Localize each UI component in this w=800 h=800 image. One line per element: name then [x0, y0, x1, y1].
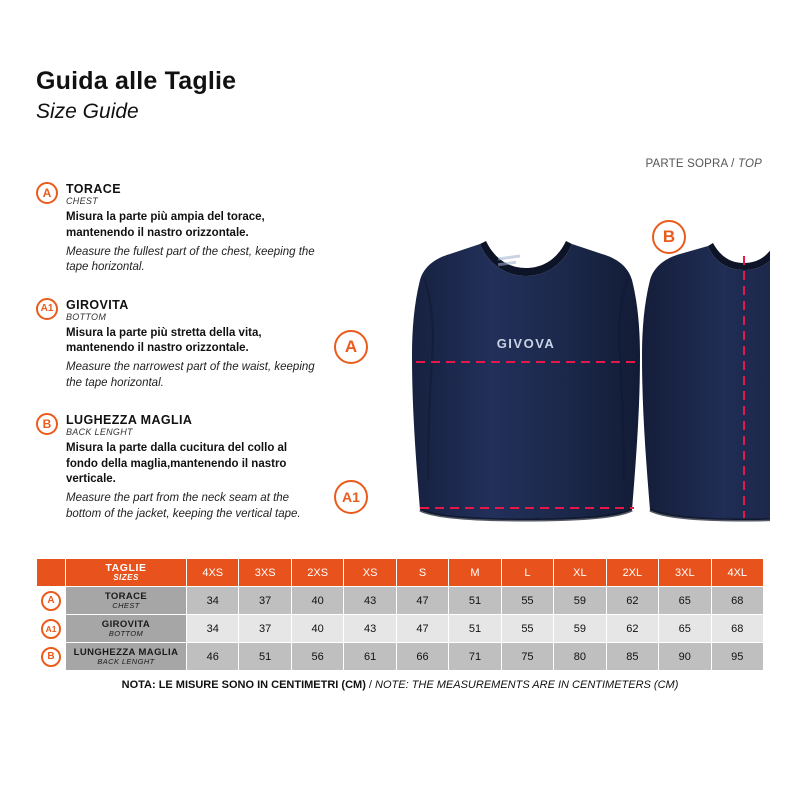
- cell-back-length-xl: 80: [554, 643, 606, 671]
- badge-b-icon: B: [36, 413, 58, 435]
- cell-back-length-3xl: 90: [659, 643, 711, 671]
- cell-bottom-3xs: 37: [239, 615, 291, 643]
- measurement-legend: [36, 182, 316, 544]
- legend-title-bottom-en: BOTTOM: [66, 311, 107, 322]
- garment-illustration: [320, 180, 770, 540]
- cell-chest-xl: 59: [554, 587, 606, 615]
- header-size-s: S: [396, 559, 448, 587]
- cell-back-length-2xl: 85: [606, 643, 658, 671]
- cell-back-length-2xs: 56: [291, 643, 343, 671]
- legend-desc-bottom-it: Misura la parte più stretta della vita, mantenendo il nastro orizzontale.: [66, 326, 262, 355]
- title-main: Guida alle Taglie: [36, 67, 237, 95]
- legend-desc-bottom-en: Measure the narrowest part of the waist, keeping the tape horizontal.: [66, 361, 315, 389]
- title-sub: Size Guide: [36, 99, 139, 123]
- row-badge-cell-chest: [37, 587, 66, 615]
- cell-chest-4xs: 34: [187, 587, 239, 615]
- table-row: [37, 643, 764, 671]
- cell-bottom-3xl: 65: [659, 615, 711, 643]
- table-note-row: [37, 671, 764, 699]
- legend-title-back-length-it: LUGHEZZA MAGLIA: [66, 413, 193, 427]
- header-size-3xs: 3XS: [239, 559, 291, 587]
- legend-desc-back-length-it: Misura la parte dalla cucitura del collo al fondo della maglia,mantenendo il nastro verticale.: [66, 442, 288, 485]
- row-label-back-length-it: LUNGHEZZA MAGLIA: [73, 646, 179, 658]
- badge-a1-icon: A1: [36, 298, 58, 320]
- table-note-sep: /: [365, 678, 376, 691]
- cell-chest-2xs: 40: [291, 587, 343, 615]
- table-note: [37, 671, 764, 699]
- header-size-xl: XL: [554, 559, 606, 587]
- brand-text-front: GIVOVA: [496, 336, 556, 351]
- header-sizes-label: [66, 559, 187, 587]
- header-size-l: L: [501, 559, 553, 587]
- top-section-label-it: PARTE SOPRA: [645, 158, 728, 170]
- cell-bottom-2xl: 62: [606, 615, 658, 643]
- legend-desc-back-length-en: Measure the part from the neck seam at the bottom of the jacket, keeping the vertical tape.: [66, 492, 301, 520]
- legend-item-chest: [36, 182, 316, 276]
- header-size-m: M: [449, 559, 501, 587]
- header-badge-spacer: [37, 559, 66, 587]
- cell-back-length-xs: 61: [344, 643, 396, 671]
- badge-a1-row-icon: A1: [41, 619, 61, 639]
- header-sizes-label-en: SIZES: [113, 572, 139, 582]
- header-sizes-label-it: TAGLIE: [105, 561, 147, 574]
- cell-bottom-m: 51: [449, 615, 501, 643]
- top-section-label-en: TOP: [737, 158, 762, 170]
- size-table-wrapper: [36, 558, 764, 699]
- header-size-4xl: 4XL: [711, 559, 763, 587]
- row-badge-cell-bottom: [37, 615, 66, 643]
- legend-desc-chest-en: Measure the fullest part of the chest, keeping the tape horizontal.: [66, 245, 315, 274]
- size-table: [36, 558, 764, 699]
- cell-chest-s: 47: [396, 587, 448, 615]
- cell-chest-l: 55: [501, 587, 553, 615]
- cell-chest-xs: 43: [344, 587, 396, 615]
- cell-back-length-4xs: 46: [187, 643, 239, 671]
- cell-bottom-xs: 43: [344, 615, 396, 643]
- table-row: [37, 587, 764, 615]
- header-size-2xs: 2XS: [291, 559, 343, 587]
- row-label-bottom-it: GIROVITA: [101, 618, 151, 630]
- badge-a-icon: A: [36, 182, 58, 204]
- row-label-chest: [66, 587, 187, 615]
- cell-bottom-4xs: 34: [187, 615, 239, 643]
- cell-bottom-2xs: 40: [291, 615, 343, 643]
- garment-back: [642, 243, 770, 520]
- header-size-2xl: 2XL: [606, 559, 658, 587]
- cell-chest-3xs: 37: [239, 587, 291, 615]
- badge-b-row-icon: B: [41, 647, 61, 667]
- top-section-label: [645, 158, 762, 170]
- page-title: [36, 68, 236, 124]
- cell-chest-4xl: 68: [711, 587, 763, 615]
- row-label-back-length: [66, 643, 187, 671]
- row-label-bottom-en: BOTTOM: [108, 628, 144, 638]
- table-note-it: NOTA: LE MISURE SONO IN CENTIMETRI (CM): [121, 678, 366, 691]
- header-size-4xs: 4XS: [187, 559, 239, 587]
- cell-back-length-4xl: 95: [711, 643, 763, 671]
- badge-a-row-icon: A: [41, 591, 61, 611]
- cell-bottom-xl: 59: [554, 615, 606, 643]
- top-section-label-sep: /: [727, 158, 738, 170]
- header-size-xs: XS: [344, 559, 396, 587]
- row-label-back-length-en: BACK LENGHT: [97, 656, 155, 666]
- row-label-chest-it: TORACE: [104, 590, 148, 602]
- garment-svg: [320, 180, 770, 540]
- row-label-chest-en: CHEST: [112, 600, 140, 610]
- legend-desc-chest-it: Misura la parte più ampia del torace, mantenendo il nastro orizzontale.: [66, 211, 265, 239]
- cell-back-length-s: 66: [396, 643, 448, 671]
- callout-a: A: [334, 330, 368, 364]
- callout-a1: A1: [334, 480, 368, 514]
- garment-front: [412, 241, 640, 520]
- cell-chest-2xl: 62: [606, 587, 658, 615]
- legend-item-bottom: [36, 298, 316, 392]
- cell-chest-m: 51: [449, 587, 501, 615]
- cell-back-length-l: 75: [501, 643, 553, 671]
- cell-bottom-4xl: 68: [711, 615, 763, 643]
- cell-bottom-l: 55: [501, 615, 553, 643]
- legend-item-back-length: [36, 413, 316, 522]
- cell-back-length-3xs: 51: [239, 643, 291, 671]
- legend-title-bottom-it: GIROVITA: [66, 297, 129, 312]
- header-size-3xl: 3XL: [659, 559, 711, 587]
- cell-bottom-s: 47: [396, 615, 448, 643]
- legend-title-chest-it: TORACE: [66, 182, 121, 196]
- cell-chest-3xl: 65: [659, 587, 711, 615]
- legend-title-back-length-en: BACK LENGHT: [66, 427, 133, 438]
- cell-back-length-m: 71: [449, 643, 501, 671]
- callout-b: B: [652, 220, 686, 254]
- legend-title-chest-en: CHEST: [66, 196, 99, 207]
- table-row: [37, 615, 764, 643]
- table-header-row: [37, 559, 764, 587]
- row-badge-cell-back-length: [37, 643, 66, 671]
- table-note-en: NOTE: THE MEASUREMENTS ARE IN CENTIMETERS (CM): [375, 678, 679, 691]
- row-label-bottom: [66, 615, 187, 643]
